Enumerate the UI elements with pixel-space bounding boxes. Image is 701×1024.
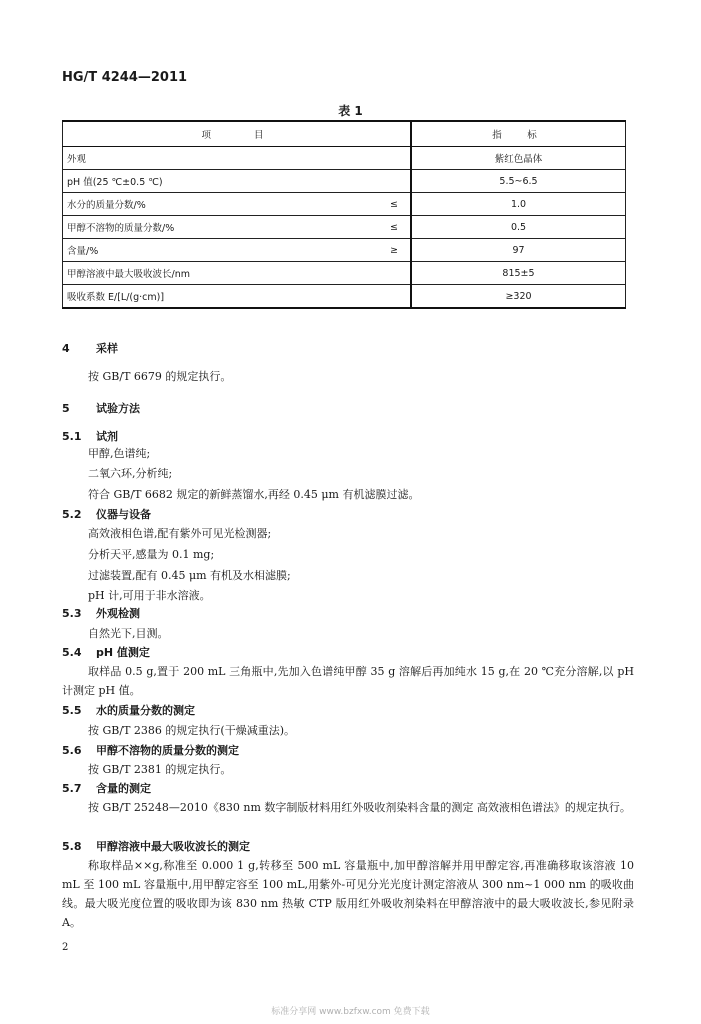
page-number: 2 [62, 942, 69, 953]
row-symbol: ≤ [378, 216, 411, 239]
section-heading-5-7 [62, 780, 151, 796]
section-number: 5 [62, 402, 70, 415]
equipment-line: 过滤装置,配有 0.45 μm 有机及水相滤膜; [88, 569, 291, 582]
section-title: 甲醇不溶物的质量分数的测定 [96, 744, 239, 757]
section-title: 试剂 [96, 430, 118, 443]
section-heading-5-5 [62, 702, 195, 718]
reagent-line: 二氧六环,分析纯; [88, 467, 173, 480]
section-number: 5.6 [62, 744, 82, 757]
row-value: 5.5~6.5 [411, 170, 626, 193]
section-number: 5.2 [62, 508, 82, 521]
section-heading-4 [62, 340, 118, 356]
section-5-8-text: 称取样品××g,称准至 0.000 1 g,转移至 500 mL 容量瓶中,加甲醇溶解并用甲醇定容,再准确移取该溶液 10 mL 至 100 mL 容量瓶中,用甲醇定容至 100 mL,用紫外-可见分光光度计测定溶液从 300 nm~1 000 nm 的吸收曲线。最大吸光度位置的吸收即为该 830 nm 热敏 CTP 版用红外吸收剂染料在甲醇溶液中的最大吸收波长,参见附录 A。 [62, 859, 634, 929]
table-row [63, 262, 626, 285]
section-title: 含量的测定 [96, 782, 151, 795]
section-heading-5-3 [62, 605, 140, 621]
column-header-value: 指 标 [411, 121, 626, 147]
table-row [63, 285, 626, 309]
section-heading-5-4 [62, 644, 150, 660]
row-value: 0.5 [411, 216, 626, 239]
row-item: 甲醇不溶物的质量分数/% [63, 216, 379, 239]
section-title: 采样 [96, 342, 118, 355]
equipment-line: 高效液相色谱,配有紫外可见光检测器; [88, 527, 272, 540]
section-number: 5.4 [62, 646, 82, 659]
row-item: 外观 [63, 147, 379, 170]
section-5-7-text: 按 GB/T 25248—2010《830 nm 数字制版材料用红外吸收剂染料含量的测定 高效液相色谱法》的规定执行。 [88, 801, 631, 814]
table-row [63, 147, 626, 170]
row-item: 吸收系数 E/[L/(g·cm)] [63, 285, 379, 309]
table-title: 表 1 [338, 104, 363, 118]
section-number: 5.3 [62, 607, 82, 620]
row-symbol [378, 285, 411, 309]
row-item: 含量/% [63, 239, 379, 262]
section-title: 仪器与设备 [96, 508, 151, 521]
section-number: 5.8 [62, 840, 82, 853]
section-title: 水的质量分数的测定 [96, 704, 195, 717]
row-symbol [378, 262, 411, 285]
section-heading-5 [62, 400, 140, 416]
row-symbol [378, 170, 411, 193]
section-heading-5-2 [62, 506, 151, 522]
row-value: 815±5 [411, 262, 626, 285]
section-5-5-text: 按 GB/T 2386 的规定执行(干燥减重法)。 [88, 724, 295, 737]
section-5-6-text: 按 GB/T 2381 的规定执行。 [88, 763, 232, 776]
section-number: 5.5 [62, 704, 82, 717]
section-5-4-text: 取样品 0.5 g,置于 200 mL 三角瓶中,先加入色谱纯甲醇 35 g 溶解后再加纯水 15 g,在 20 ℃充分溶解,以 pH 计测定 pH 值。 [62, 665, 634, 697]
row-value: 紫红色晶体 [411, 147, 626, 170]
row-value: 97 [411, 239, 626, 262]
equipment-line: 分析天平,感量为 0.1 mg; [88, 548, 215, 561]
section-title: pH 值测定 [96, 646, 150, 659]
table-row [63, 170, 626, 193]
section-number: 4 [62, 342, 70, 355]
row-value: 1.0 [411, 193, 626, 216]
row-item: 水分的质量分数/% [63, 193, 379, 216]
section-title: 甲醇溶液中最大吸收波长的测定 [96, 840, 250, 853]
section-title: 外观检测 [96, 607, 140, 620]
section-heading-5-8 [62, 838, 250, 854]
section-heading-5-1 [62, 428, 118, 444]
reagent-line: 甲醇,色谱纯; [88, 447, 151, 460]
reagent-line: 符合 GB/T 6682 规定的新鲜蒸馏水,再经 0.45 μm 有机滤膜过滤。 [88, 488, 420, 501]
column-header-item: 项 目 [63, 121, 412, 147]
table-row [63, 193, 626, 216]
table-header-row [63, 121, 626, 147]
row-symbol [378, 147, 411, 170]
row-symbol: ≤ [378, 193, 411, 216]
section-4-text: 按 GB/T 6679 的规定执行。 [88, 370, 232, 383]
row-item: pH 值(25 ℃±0.5 ℃) [63, 170, 379, 193]
section-number: 5.1 [62, 430, 82, 443]
row-symbol: ≥ [378, 239, 411, 262]
footer-watermark: 标准分享网 www.bzfxw.com 免费下载 [271, 1007, 430, 1017]
section-title: 试验方法 [96, 402, 140, 415]
standard-number: HG/T 4244—2011 [62, 70, 188, 85]
section-number: 5.7 [62, 782, 82, 795]
section-heading-5-6 [62, 742, 239, 758]
row-value: ≥320 [411, 285, 626, 309]
table-row [63, 216, 626, 239]
specification-table [62, 120, 626, 309]
section-5-3-text: 自然光下,目测。 [88, 627, 169, 640]
table-row [63, 239, 626, 262]
equipment-line: pH 计,可用于非水溶液。 [88, 589, 211, 602]
row-item: 甲醇溶液中最大吸收波长/nm [63, 262, 379, 285]
